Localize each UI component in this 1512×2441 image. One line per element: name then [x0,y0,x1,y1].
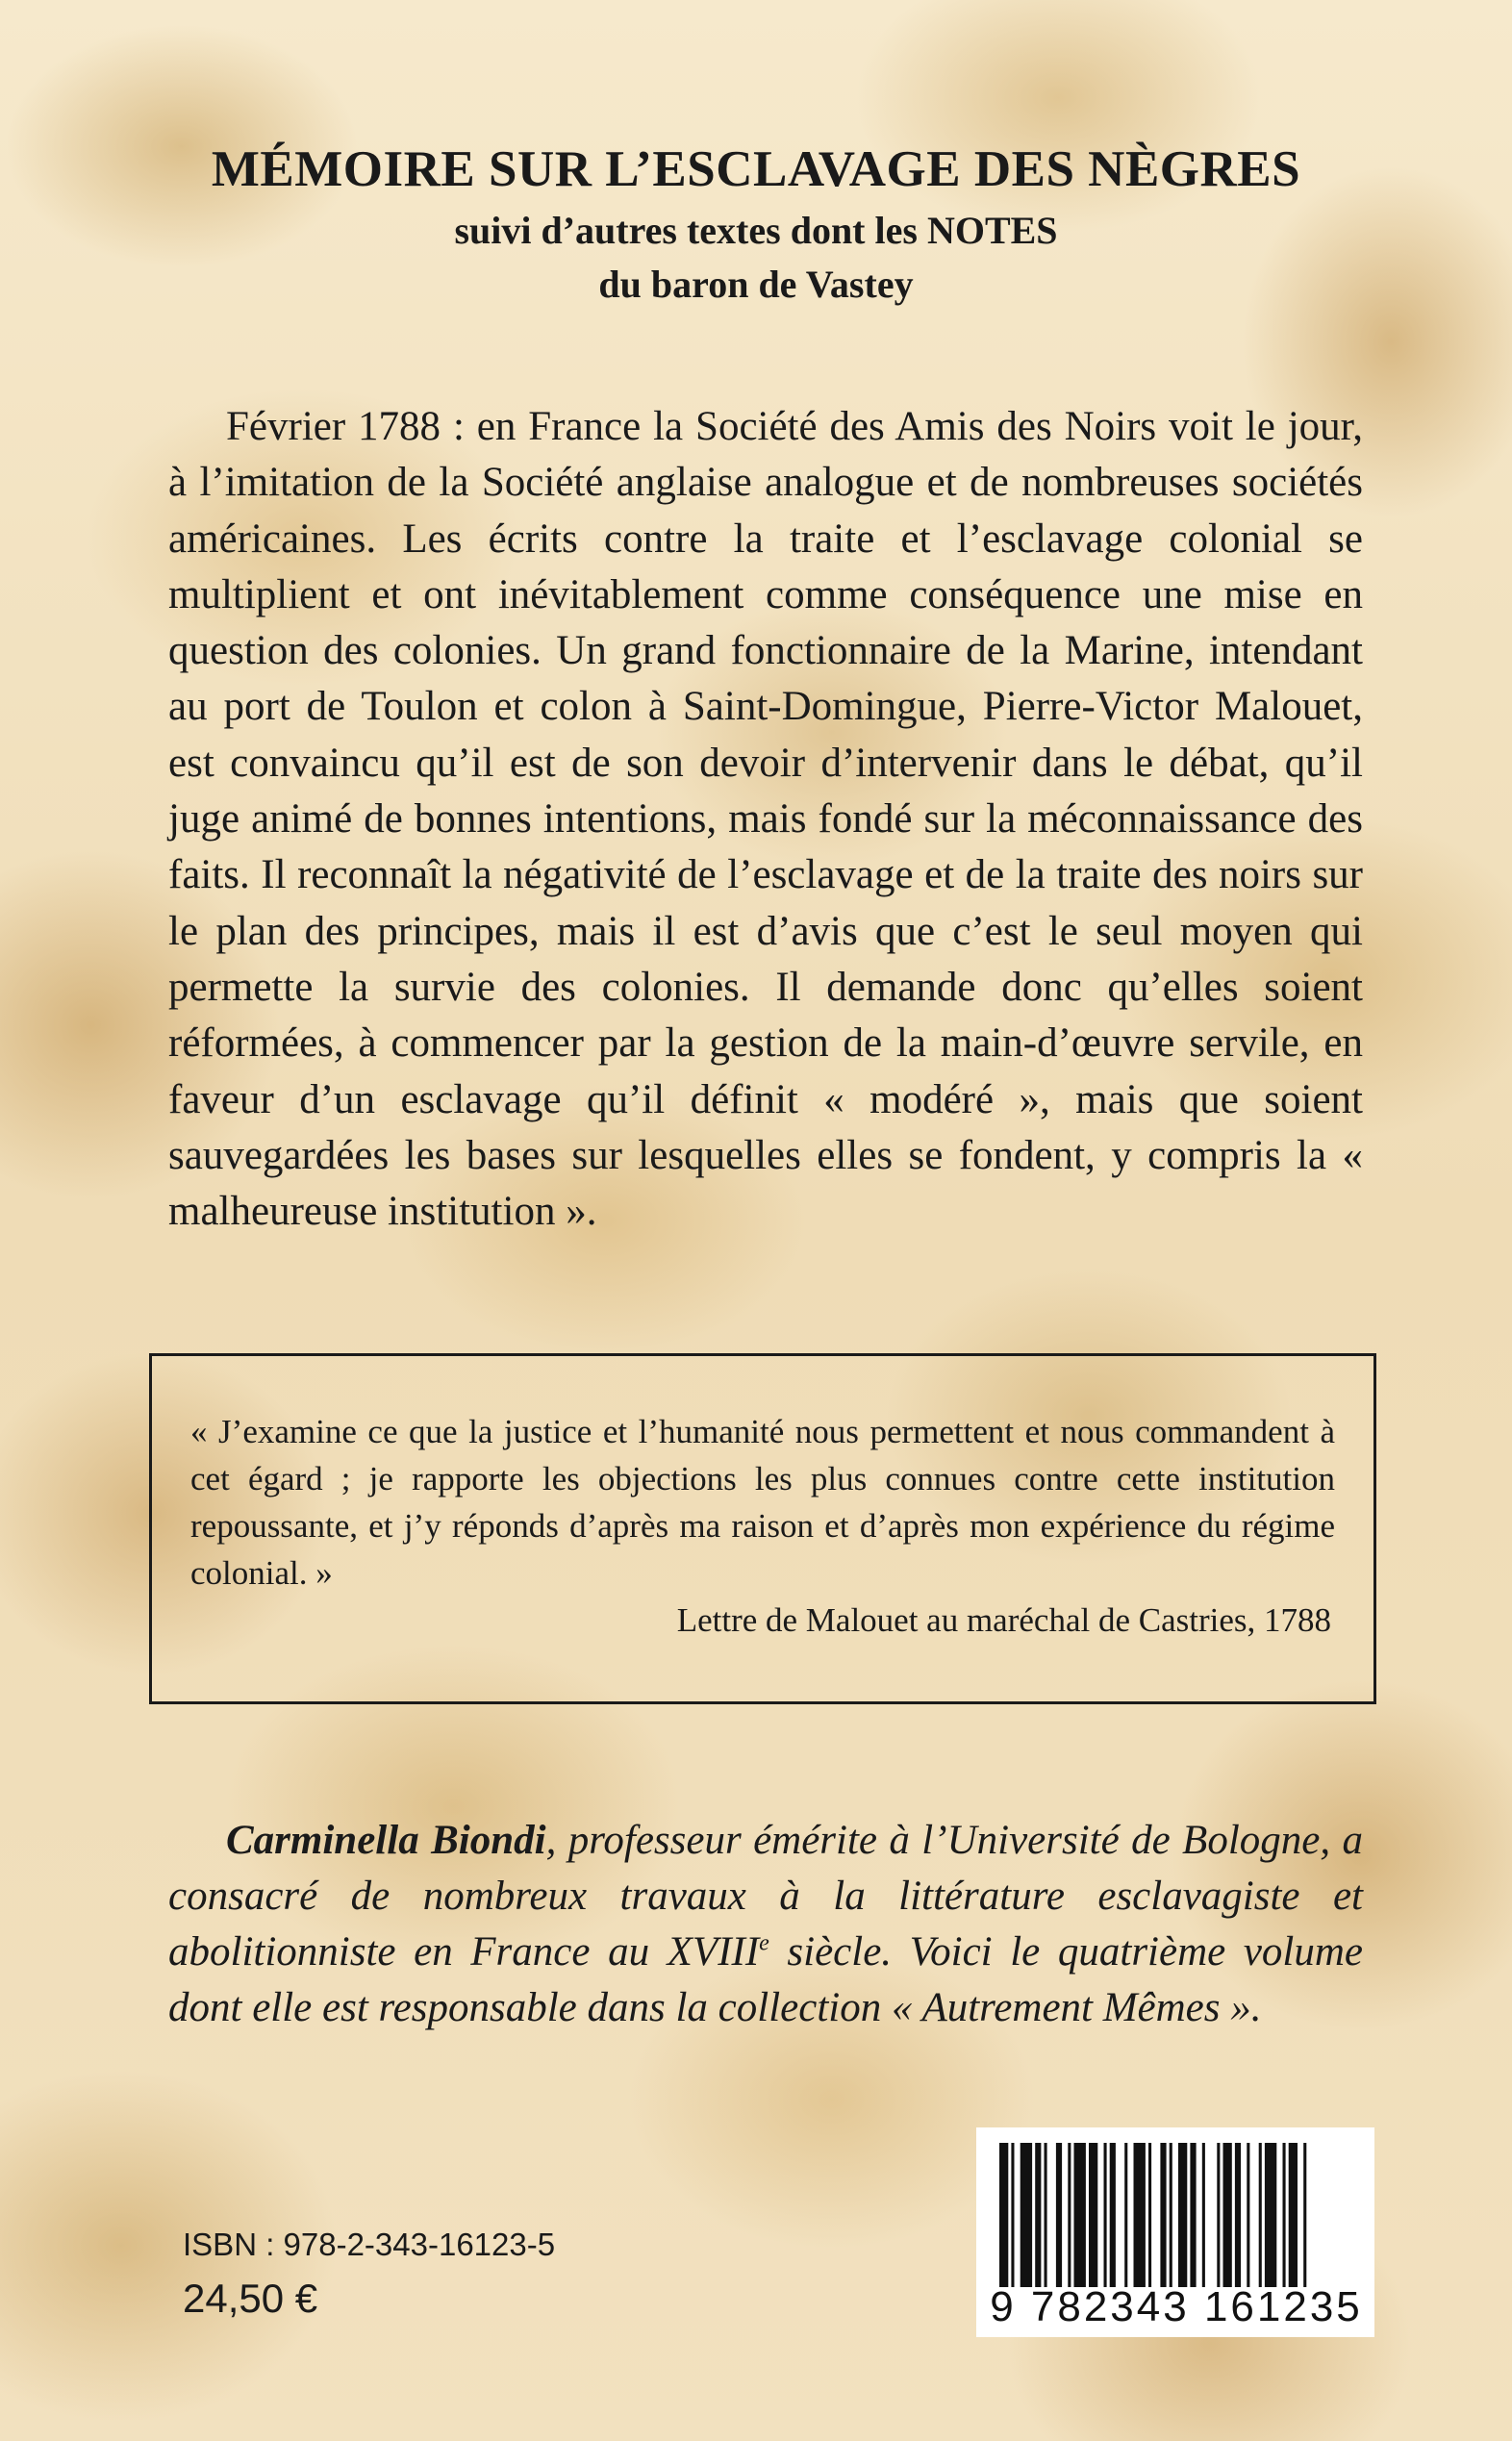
barcode-bar [1217,2143,1220,2287]
barcode-bar [1259,2143,1262,2287]
barcode-bar [1056,2143,1062,2287]
barcode-digits: 9 782343 161235 [990,2283,1363,2330]
barcode-bar [1074,2143,1086,2287]
barcode-bar [999,2143,1008,2287]
century-superscript: e [759,1930,769,1956]
barcode-bar [1190,2143,1196,2287]
barcode-bar [1160,2143,1166,2287]
barcode-bar [1283,2143,1286,2287]
book-subtitle-line-1: suivi d’autres textes dont les NOTES [454,209,1058,252]
price-label: 24,50 € [183,2276,318,2321]
barcode [976,2127,1374,2337]
barcode-bar [1223,2143,1232,2287]
barcode-bar [1104,2143,1107,2287]
barcode-bar [1068,2143,1071,2287]
barcode-bar [1170,2143,1172,2287]
barcode-bar [1202,2143,1205,2287]
barcode-bar [1089,2143,1097,2287]
quote-source: Lettre de Malouet au maréchal de Castries, 1788 [676,1601,1331,1639]
barcode-bar [1265,2143,1276,2287]
barcode-bar [1235,2143,1241,2287]
quote-box [149,1353,1376,1704]
author-bio [168,1813,1363,2036]
barcode-bar [1148,2143,1151,2287]
quote-text: « J’examine ce que la justice et l’humanité nous permettent et nous commandent à cet égard ; je rapporte les objections les plus connues contre cette institution repoussante, et j’y réponds d’après ma raison et d’après mon expérience du régime colonial. » [190,1413,1335,1592]
barcode-bar [1247,2143,1249,2287]
title-block [0,135,1512,312]
barcode-bar [1035,2143,1041,2287]
barcode-bar [1178,2143,1187,2287]
barcode-bar [1021,2143,1032,2287]
barcode-bar [1134,2143,1146,2287]
barcode-bars [997,2143,1353,2287]
barcode-bar [1289,2143,1298,2287]
author-bio-part-1: , professeur émérite à l’Université de Bologne, a consacré de nombreux travaux à la littérature esclavagiste et abolitionniste en France au XVIII [168,1818,1363,1975]
barcode-bar [1303,2143,1306,2287]
barcode-bar [1124,2143,1127,2287]
barcode-bar [1011,2143,1014,2287]
summary-paragraph: Février 1788 : en France la Société des Amis des Noirs voit le jour, à l’imitation de la Société anglaise analogue et de nombreuses sociétés américaines. Les écrits contre la traite et l’esclavage colonial se multiplient et ont inévitablement comme conséquence une mise en question des colonies. Un grand fonctionnaire de la Marine, intendant au port de Toulon et colon à Saint-Domingue, Pierre-Victor Malouet, est convaincu qu’il est de son devoir d’intervenir dans le débat, qu’il juge animé de bonnes intentions, mais fondé sur la méconnaissance des faits. Il reconnaît la négativité de l’esclavage et de la traite des noirs sur le plan des principes, mais il est d’avis que c’est le seul moyen qui permette la survie des colonies. Il demande donc qu’elles soient réformées, à commencer par la gestion de la main-d’œuvre servile, en faveur d’un esclavage qu’il définit « modéré », mais que soient sauvegardées les bases sur lesquelles elles se fondent, y compris la « malheureuse institution ». [168,404,1363,1235]
author-bio-part-2: siècle. Voici le quatrième volume dont elle est responsable dans la collection « Autrement Mêmes ». [168,1929,1363,2030]
barcode-bar [1110,2143,1116,2287]
book-subtitle-line-2: du baron de Vastey [598,263,914,306]
barcode-bar [1045,2143,1047,2287]
isbn-label: ISBN : 978-2-343-16123-5 [183,2227,556,2262]
author-name: Carminella Biondi [226,1818,546,1863]
book-title: MÉMOIRE SUR L’ESCLAVAGE DES NÈGRES [211,141,1301,197]
